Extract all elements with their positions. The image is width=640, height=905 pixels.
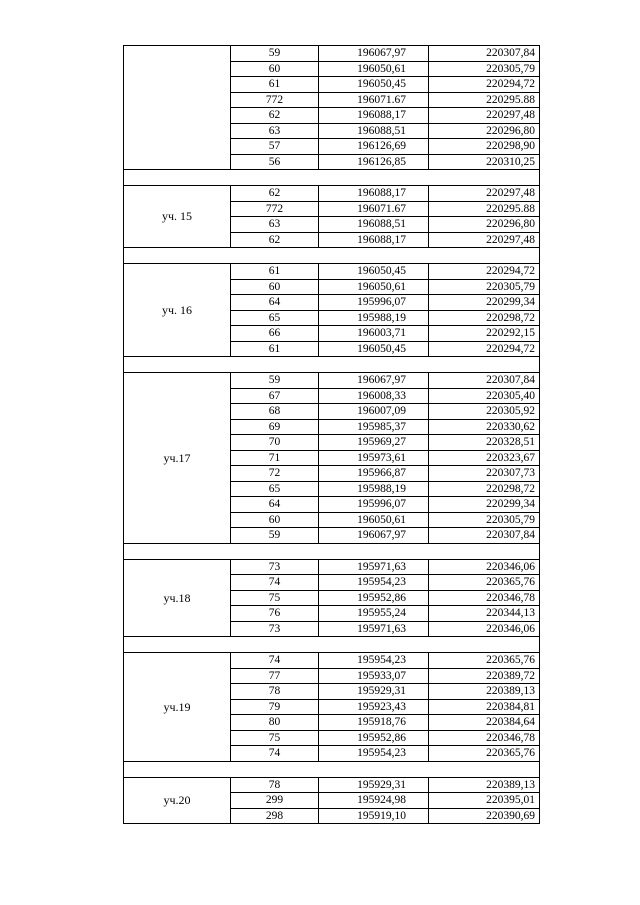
x-coordinate-cell: 195929,31 <box>319 684 429 700</box>
point-number-cell: 74 <box>231 653 319 669</box>
section-spacer-cell <box>124 357 540 373</box>
x-coordinate-cell: 196003,71 <box>319 326 429 342</box>
x-coordinate-cell: 195954,23 <box>319 575 429 591</box>
x-coordinate-cell: 195996,07 <box>319 497 429 513</box>
x-coordinate-cell: 196050,61 <box>319 61 429 77</box>
y-coordinate-cell: 220323,67 <box>429 450 540 466</box>
table-row <box>124 186 540 202</box>
y-coordinate-cell: 220294,72 <box>429 264 540 280</box>
x-coordinate-cell: 195954,23 <box>319 746 429 762</box>
x-coordinate-cell: 195988,19 <box>319 481 429 497</box>
y-coordinate-cell: 220389,72 <box>429 668 540 684</box>
x-coordinate-cell: 196007,09 <box>319 404 429 420</box>
parcel-name-cell: уч.19 <box>124 653 231 762</box>
y-coordinate-cell: 220328,51 <box>429 435 540 451</box>
x-coordinate-cell: 196067,97 <box>319 46 429 62</box>
y-coordinate-cell: 220307,73 <box>429 466 540 482</box>
y-coordinate-cell: 220292,15 <box>429 326 540 342</box>
point-number-cell: 64 <box>231 497 319 513</box>
x-coordinate-cell: 196071.67 <box>319 201 429 217</box>
y-coordinate-cell: 220297,48 <box>429 108 540 124</box>
y-coordinate-cell: 220305,40 <box>429 388 540 404</box>
y-coordinate-cell: 220346,78 <box>429 590 540 606</box>
y-coordinate-cell: 220297,48 <box>429 186 540 202</box>
point-number-cell: 772 <box>231 201 319 217</box>
coordinates-table <box>123 45 540 824</box>
point-number-cell: 65 <box>231 481 319 497</box>
x-coordinate-cell: 195955,24 <box>319 606 429 622</box>
x-coordinate-cell: 196050,45 <box>319 341 429 357</box>
parcel-name-cell: уч.20 <box>124 777 231 824</box>
section-spacer-cell <box>124 637 540 653</box>
x-coordinate-cell: 195971,63 <box>319 621 429 637</box>
x-coordinate-cell: 195969,27 <box>319 435 429 451</box>
x-coordinate-cell: 195923,43 <box>319 699 429 715</box>
x-coordinate-cell: 196050,45 <box>319 77 429 93</box>
x-coordinate-cell: 195985,37 <box>319 419 429 435</box>
y-coordinate-cell: 220365,76 <box>429 653 540 669</box>
y-coordinate-cell: 220389,13 <box>429 684 540 700</box>
x-coordinate-cell: 195929,31 <box>319 777 429 793</box>
point-number-cell: 59 <box>231 528 319 544</box>
y-coordinate-cell: 220365,76 <box>429 575 540 591</box>
point-number-cell: 75 <box>231 590 319 606</box>
x-coordinate-cell: 196088,17 <box>319 232 429 248</box>
y-coordinate-cell: 220299,34 <box>429 295 540 311</box>
x-coordinate-cell: 196067,97 <box>319 528 429 544</box>
point-number-cell: 73 <box>231 621 319 637</box>
y-coordinate-cell: 220307,84 <box>429 528 540 544</box>
section-spacer-row <box>124 543 540 559</box>
y-coordinate-cell: 220395,01 <box>429 793 540 809</box>
point-number-cell: 57 <box>231 139 319 155</box>
section-spacer-cell <box>124 761 540 777</box>
y-coordinate-cell: 220305,92 <box>429 404 540 420</box>
x-coordinate-cell: 196067,97 <box>319 373 429 389</box>
x-coordinate-cell: 195952,86 <box>319 590 429 606</box>
point-number-cell: 75 <box>231 730 319 746</box>
x-coordinate-cell: 196088,51 <box>319 123 429 139</box>
point-number-cell: 298 <box>231 808 319 824</box>
y-coordinate-cell: 220330,62 <box>429 419 540 435</box>
point-number-cell: 80 <box>231 715 319 731</box>
point-number-cell: 73 <box>231 559 319 575</box>
parcel-name-cell: уч.18 <box>124 559 231 637</box>
point-number-cell: 69 <box>231 419 319 435</box>
point-number-cell: 60 <box>231 61 319 77</box>
y-coordinate-cell: 220305,79 <box>429 512 540 528</box>
section-spacer-cell <box>124 170 540 186</box>
y-coordinate-cell: 220297,48 <box>429 232 540 248</box>
y-coordinate-cell: 220295.88 <box>429 201 540 217</box>
x-coordinate-cell: 196050,61 <box>319 512 429 528</box>
y-coordinate-cell: 220307,84 <box>429 46 540 62</box>
table-row <box>124 777 540 793</box>
point-number-cell: 79 <box>231 699 319 715</box>
x-coordinate-cell: 196126,69 <box>319 139 429 155</box>
point-number-cell: 61 <box>231 77 319 93</box>
point-number-cell: 61 <box>231 264 319 280</box>
y-coordinate-cell: 220307,84 <box>429 373 540 389</box>
point-number-cell: 62 <box>231 186 319 202</box>
parcel-name-cell: уч.17 <box>124 373 231 544</box>
point-number-cell: 299 <box>231 793 319 809</box>
point-number-cell: 772 <box>231 92 319 108</box>
table-row <box>124 653 540 669</box>
point-number-cell: 63 <box>231 217 319 233</box>
y-coordinate-cell: 220346,78 <box>429 730 540 746</box>
point-number-cell: 74 <box>231 746 319 762</box>
table-row <box>124 373 540 389</box>
y-coordinate-cell: 220384,81 <box>429 699 540 715</box>
x-coordinate-cell: 196050,45 <box>319 264 429 280</box>
table-row <box>124 46 540 62</box>
point-number-cell: 61 <box>231 341 319 357</box>
y-coordinate-cell: 220310,25 <box>429 154 540 170</box>
y-coordinate-cell: 220384,64 <box>429 715 540 731</box>
y-coordinate-cell: 220305,79 <box>429 279 540 295</box>
table-row <box>124 264 540 280</box>
x-coordinate-cell: 195973,61 <box>319 450 429 466</box>
x-coordinate-cell: 195924,98 <box>319 793 429 809</box>
point-number-cell: 56 <box>231 154 319 170</box>
section-spacer-row <box>124 637 540 653</box>
point-number-cell: 78 <box>231 684 319 700</box>
point-number-cell: 70 <box>231 435 319 451</box>
x-coordinate-cell: 196126,85 <box>319 154 429 170</box>
x-coordinate-cell: 196088,17 <box>319 186 429 202</box>
point-number-cell: 59 <box>231 373 319 389</box>
x-coordinate-cell: 195966,87 <box>319 466 429 482</box>
x-coordinate-cell: 195954,23 <box>319 653 429 669</box>
point-number-cell: 78 <box>231 777 319 793</box>
point-number-cell: 60 <box>231 512 319 528</box>
y-coordinate-cell: 220346,06 <box>429 559 540 575</box>
section-spacer-cell <box>124 248 540 264</box>
y-coordinate-cell: 220305,79 <box>429 61 540 77</box>
point-number-cell: 62 <box>231 108 319 124</box>
x-coordinate-cell: 196050,61 <box>319 279 429 295</box>
y-coordinate-cell: 220294,72 <box>429 341 540 357</box>
table-row <box>124 559 540 575</box>
point-number-cell: 68 <box>231 404 319 420</box>
y-coordinate-cell: 220296,80 <box>429 123 540 139</box>
y-coordinate-cell: 220294,72 <box>429 77 540 93</box>
section-spacer-row <box>124 357 540 373</box>
point-number-cell: 76 <box>231 606 319 622</box>
y-coordinate-cell: 220298,72 <box>429 310 540 326</box>
y-coordinate-cell: 220389,13 <box>429 777 540 793</box>
point-number-cell: 60 <box>231 279 319 295</box>
point-number-cell: 59 <box>231 46 319 62</box>
point-number-cell: 66 <box>231 326 319 342</box>
x-coordinate-cell: 195933,07 <box>319 668 429 684</box>
section-spacer-row <box>124 761 540 777</box>
point-number-cell: 64 <box>231 295 319 311</box>
x-coordinate-cell: 195918,76 <box>319 715 429 731</box>
parcel-name-cell <box>124 46 231 170</box>
point-number-cell: 72 <box>231 466 319 482</box>
point-number-cell: 71 <box>231 450 319 466</box>
y-coordinate-cell: 220346,06 <box>429 621 540 637</box>
y-coordinate-cell: 220295.88 <box>429 92 540 108</box>
coordinates-table-body <box>124 46 540 824</box>
parcel-name-cell: уч. 15 <box>124 186 231 248</box>
point-number-cell: 77 <box>231 668 319 684</box>
x-coordinate-cell: 196071.67 <box>319 92 429 108</box>
point-number-cell: 67 <box>231 388 319 404</box>
x-coordinate-cell: 195919,10 <box>319 808 429 824</box>
x-coordinate-cell: 196088,51 <box>319 217 429 233</box>
section-spacer-cell <box>124 543 540 559</box>
x-coordinate-cell: 195996,07 <box>319 295 429 311</box>
y-coordinate-cell: 220298,90 <box>429 139 540 155</box>
x-coordinate-cell: 195988,19 <box>319 310 429 326</box>
y-coordinate-cell: 220299,34 <box>429 497 540 513</box>
x-coordinate-cell: 195952,86 <box>319 730 429 746</box>
point-number-cell: 62 <box>231 232 319 248</box>
point-number-cell: 63 <box>231 123 319 139</box>
point-number-cell: 74 <box>231 575 319 591</box>
section-spacer-row <box>124 248 540 264</box>
section-spacer-row <box>124 170 540 186</box>
y-coordinate-cell: 220390,69 <box>429 808 540 824</box>
parcel-name-cell: уч. 16 <box>124 264 231 357</box>
y-coordinate-cell: 220344,13 <box>429 606 540 622</box>
y-coordinate-cell: 220298,72 <box>429 481 540 497</box>
x-coordinate-cell: 196008,33 <box>319 388 429 404</box>
y-coordinate-cell: 220296,80 <box>429 217 540 233</box>
x-coordinate-cell: 195971,63 <box>319 559 429 575</box>
point-number-cell: 65 <box>231 310 319 326</box>
y-coordinate-cell: 220365,76 <box>429 746 540 762</box>
x-coordinate-cell: 196088,17 <box>319 108 429 124</box>
